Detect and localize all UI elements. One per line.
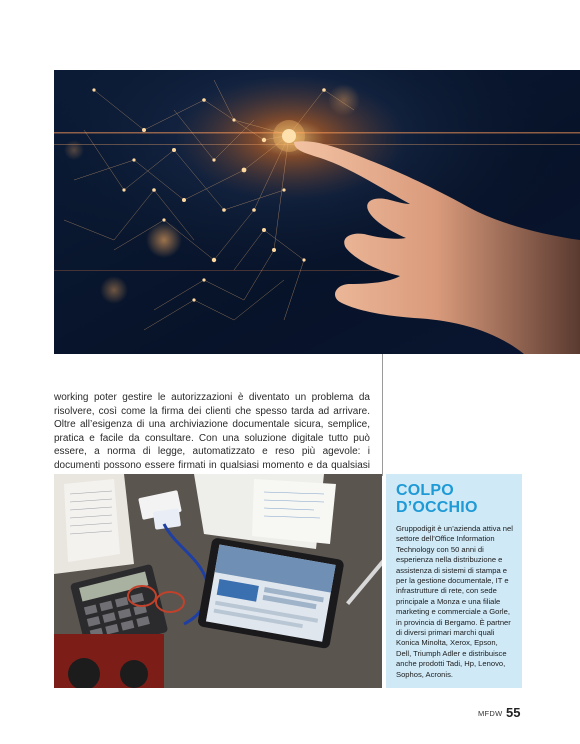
column-divider <box>382 354 383 476</box>
body-paragraph: working poter gestire le autorizzazioni è diventato un problema da risolvere, così come la firma dei clienti che spesso tarda ad arrivare. Oltre all’esigenza di una archiviazione documentale sicura, semplice, pratica e facile da consultare. Con una soluzione digitale tutto può essere, a norma di legge, automatizzato e reso più agevole: i documenti possono essere firmati in qualsiasi momento e da qualsiasi <box>54 392 370 471</box>
page-number: 55 <box>506 705 521 720</box>
sidebar-title <box>396 482 514 516</box>
sidebar-title-line2: D’OCCHIO <box>396 499 478 516</box>
desk-photo <box>54 474 382 688</box>
magazine-name: MFDW <box>478 709 503 718</box>
sidebar-text: Gruppodigit è un’azienda attiva nel settore dell’Office Information Technology con 50 anni di esperienza nella distribuzione e assistenza di sistemi di stampa e per la gestione documentale, IT e infrastrutture di rete, con sede principale a Monza e una filiale marketing e commerciale a Gorle, in provincia di Bergamo. È partner di diversi primari marchi quali Konica Minolta, Xerox, Epson, Dell, Triumph Adler e distribuisce anche prodotti Tadi, Hp, Lenovo, Sophos, Acronis. <box>396 524 513 679</box>
sidebar-title-line1: COLPO <box>396 482 454 499</box>
sidebar-box <box>386 474 522 688</box>
hero-image <box>54 70 580 354</box>
